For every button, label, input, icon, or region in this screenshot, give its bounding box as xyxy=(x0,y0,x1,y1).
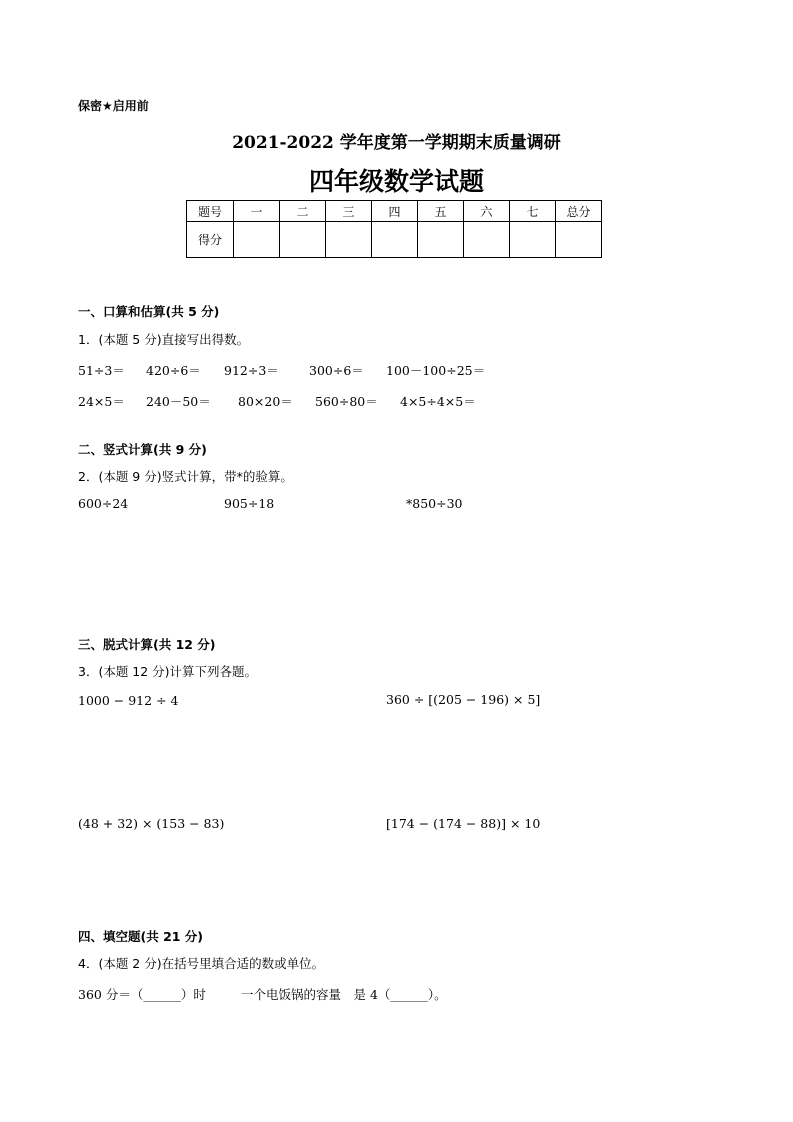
section-title: 二、竖式计算(共 9 分) xyxy=(78,442,207,457)
math-expression: 420÷6＝ xyxy=(146,363,201,378)
score-cell[interactable] xyxy=(510,222,556,258)
exam-title: 2021-2022 学年度第一学期期末质量调研 xyxy=(232,133,561,153)
score-table-col: 总分 xyxy=(556,201,602,222)
math-expression: 80×20＝ xyxy=(238,394,293,409)
math-expression: 912÷3＝ xyxy=(224,363,279,378)
score-cell[interactable] xyxy=(556,222,602,258)
math-expression: (48 + 32) × (153 − 83) xyxy=(78,816,225,831)
math-expression: *850÷30 xyxy=(406,496,463,511)
math-expression: [174 − (174 − 88)] × 10 xyxy=(386,816,541,831)
score-cell[interactable] xyxy=(418,222,464,258)
math-expression: 240－50＝ xyxy=(146,394,211,409)
score-table xyxy=(186,200,602,258)
score-table-col: 五 xyxy=(418,201,464,222)
score-table-col: 六 xyxy=(464,201,510,222)
score-table-col: 二 xyxy=(280,201,326,222)
section-title: 一、口算和估算(共 5 分) xyxy=(78,304,220,319)
math-expression: 560÷80＝ xyxy=(315,394,378,409)
score-cell[interactable] xyxy=(372,222,418,258)
score-table-col: 一 xyxy=(234,201,280,222)
question-text: 4．(本题 2 分)在括号里填合适的数或单位。 xyxy=(78,956,325,971)
math-expression: 51÷3＝ xyxy=(78,363,125,378)
score-cell[interactable] xyxy=(326,222,372,258)
math-expression: 905÷18 xyxy=(224,496,275,511)
fill-blank-item: 360 分＝（______）时 xyxy=(78,987,206,1002)
math-expression: 100－100÷25＝ xyxy=(386,363,486,378)
fill-blank-item: 一个电饭锅的容量 是 4（______）。 xyxy=(241,987,447,1002)
score-cell[interactable] xyxy=(280,222,326,258)
math-expression: 300÷6＝ xyxy=(309,363,364,378)
math-expression: 1000 − 912 ÷ 4 xyxy=(78,693,179,708)
score-table-header-row xyxy=(187,201,602,222)
math-expression: 600÷24 xyxy=(78,496,129,511)
score-table-col: 四 xyxy=(372,201,418,222)
score-table-score-row xyxy=(187,222,602,258)
section-title: 四、填空题(共 21 分) xyxy=(78,929,204,944)
confidential-label: 保密★启用前 xyxy=(78,99,149,113)
question-text: 3．(本题 12 分)计算下列各题。 xyxy=(78,664,258,679)
score-cell[interactable] xyxy=(234,222,280,258)
math-expression: 4×5÷4×5＝ xyxy=(400,394,476,409)
question-text: 2．(本题 9 分)竖式计算，带*的验算。 xyxy=(78,469,293,484)
score-table-col: 三 xyxy=(326,201,372,222)
math-expression: 24×5＝ xyxy=(78,394,125,409)
score-table-row-header: 题号 xyxy=(187,201,234,222)
section-title: 三、脱式计算(共 12 分) xyxy=(78,637,216,652)
score-table-row-header: 得分 xyxy=(187,222,234,258)
question-text: 1．(本题 5 分)直接写出得数。 xyxy=(78,332,250,347)
exam-subtitle: 四年级数学试题 xyxy=(308,167,484,196)
score-cell[interactable] xyxy=(464,222,510,258)
math-expression: 360 ÷ [(205 − 196) × 5] xyxy=(386,692,541,707)
score-table-col: 七 xyxy=(510,201,556,222)
